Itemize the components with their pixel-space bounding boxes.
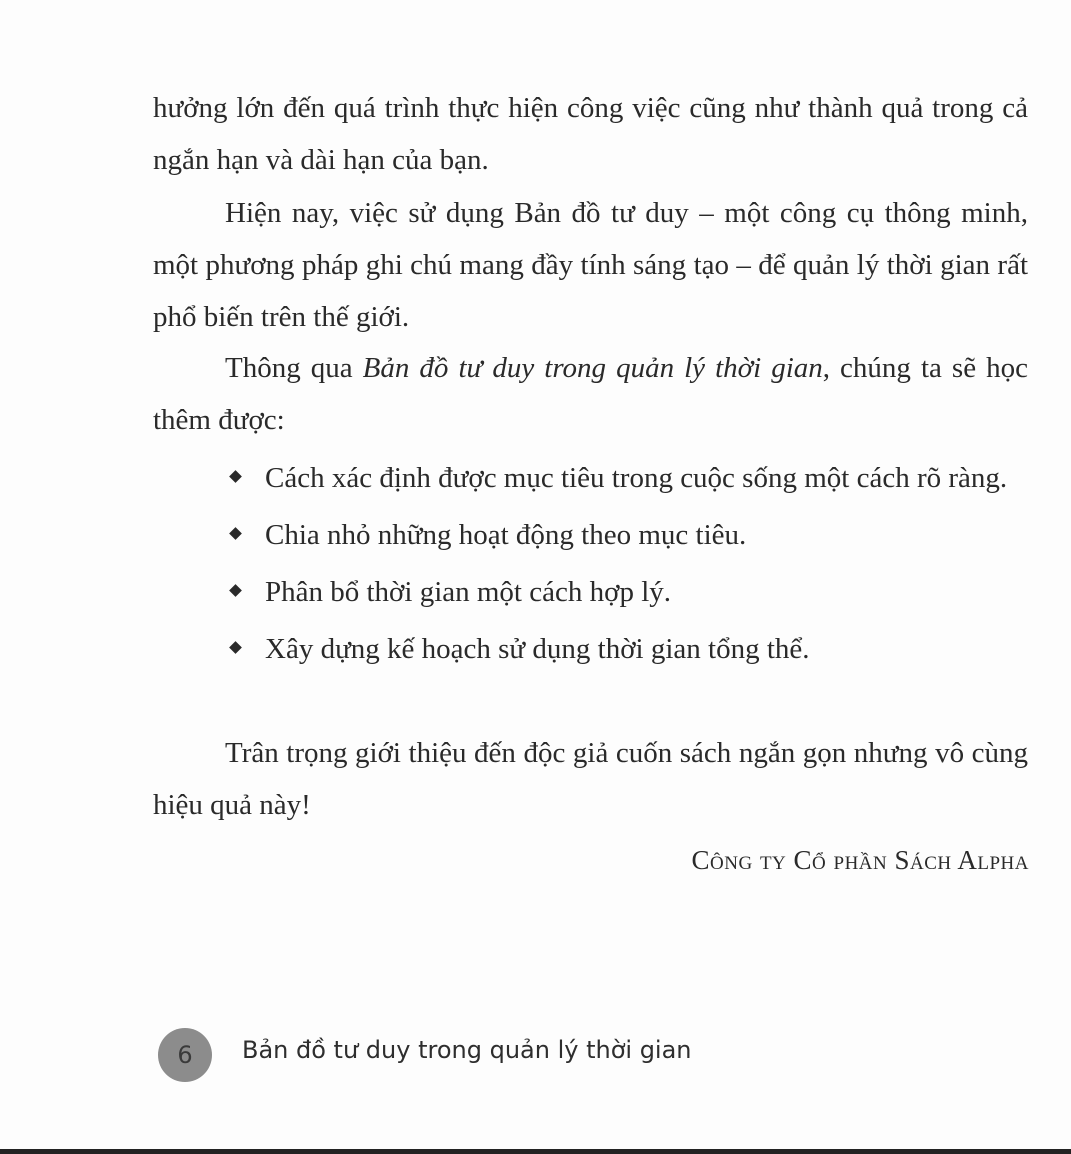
running-footer-title: Bản đồ tư duy trong quản lý thời gian	[242, 1036, 692, 1064]
list-item	[225, 566, 1025, 618]
bullet-text: Chia nhỏ những hoạt động theo mục tiêu.	[265, 519, 747, 551]
paragraph-2: Hiện nay, việc sử dụng Bản đồ tư duy – một công cụ thông minh, một phương pháp ghi chú mang đầy tính sáng tạo – để quản lý thời gian rất phổ biến trên thế giới.	[153, 197, 1028, 333]
bullet-text: Xây dựng kế hoạch sử dụng thời gian tổng thể.	[265, 633, 810, 665]
bullet-list	[225, 452, 1025, 680]
bullet-text: Phân bổ thời gian một cách hợp lý.	[265, 576, 671, 608]
diamond-bullet-icon	[229, 641, 242, 654]
publisher-signature: Công ty Cổ phần Sách Alpha	[691, 845, 1029, 875]
paragraph-3-lead: Thông qua	[225, 352, 363, 384]
diamond-bullet-icon	[229, 527, 242, 540]
diamond-bullet-icon	[229, 584, 242, 597]
paragraph-3	[153, 342, 1028, 446]
paragraph-3-tail: , chúng ta sẽ học thêm được:	[153, 352, 1028, 436]
bullet-text: Cách xác định được mục tiêu trong cuộc sống một cách rõ ràng.	[265, 462, 1008, 494]
list-item	[225, 509, 1025, 561]
page-edge-divider	[0, 1149, 1071, 1154]
list-item	[225, 452, 1025, 504]
book-title-italic: Bản đồ tư duy trong quản lý thời gian	[362, 352, 823, 384]
paragraph-closing: Trân trọng giới thiệu đến độc giả cuốn sách ngắn gọn nhưng vô cùng hiệu quả này!	[153, 737, 1028, 821]
list-item	[225, 623, 1025, 675]
diamond-bullet-icon	[229, 470, 242, 483]
page-number-badge: 6	[158, 1028, 212, 1082]
paragraph-1: hưởng lớn đến quá trình thực hiện công việc cũng như thành quả trong cả ngắn hạn và dài hạn của bạn.	[153, 92, 1028, 176]
